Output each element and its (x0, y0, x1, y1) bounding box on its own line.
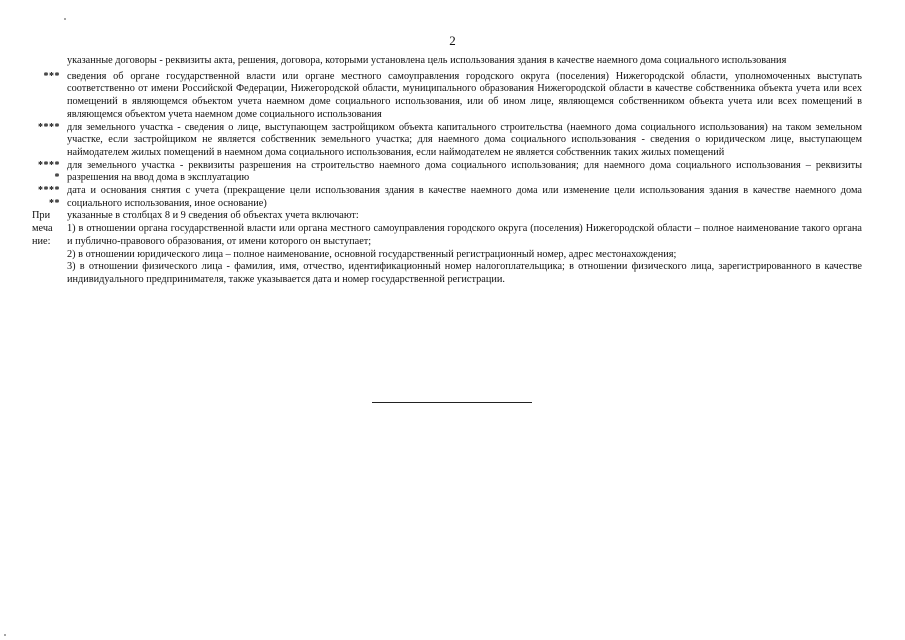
footnote-row (30, 160, 862, 185)
note-item: 3) в отношении физического лица - фамилия, имя, отчество, идентификационный номер налогоплательщика; в отношении физического лица, зарегистрированного в качестве индивидуального предпринимателя, также указывается дата и номер государственной регистрации. (67, 261, 862, 285)
footnote-row (30, 71, 862, 122)
note-label: При меча ние: (32, 210, 53, 247)
note-row (30, 210, 862, 286)
footnote-marker: **** ** (38, 185, 60, 209)
intro-text: указанные договоры - реквизиты акта, решения, договора, которыми установлена цель использования здания в качестве наемного дома социального использования (67, 55, 787, 66)
footnote-text: дата и основания снятия с учета (прекращение цели использования здания в качестве наемного дома или изменение цели использования здания в качестве наемного дома социального использования, иное основание) (67, 185, 862, 209)
page-number: 2 (449, 33, 456, 48)
intro-row (30, 55, 862, 68)
note-item: 2) в отношении юридического лица – полное наименование, основной государственный регистрационный номер, адрес местонахождения; (67, 248, 677, 260)
footnote-row (30, 122, 862, 160)
footnote-marker: **** * (38, 159, 60, 184)
footnote-row (30, 185, 862, 210)
separator-line (372, 402, 532, 403)
scan-speck (4, 634, 6, 636)
note-heading: указанные в столбцах 8 и 9 сведения об объектах учета включают: (67, 210, 359, 222)
footnote-text: сведения об органе государственной власти или органе местного самоуправления городского округа (поселения) Нижегородской области, уполномоченных выступать соответственно от имени Российской Федерации, Нижегородской области, муниципального образования Нижегородской области в качестве собственника объекта учета или всех помещений в являющемся объектом учета наемном доме социального использования, или об ином лице, являющемся собственником объекта учета или всех помещений в являющемся объектом учета наемном доме социального использования (67, 70, 862, 120)
footnote-marker: **** (38, 121, 60, 133)
footnote-text: для земельного участка - сведения о лице, выступающем застройщиком объекта капитального строительства (наемного дома социального использования) на таком земельном участке, если застройщиком не является собственник земельного участка; для наемного дома социального использования - сведения о юридическом лице, выступающем наймодателем жилых помещений в наемном дома социального использования, если наймодателем не является собственник таких жилых помещений (67, 121, 862, 158)
scan-speck (64, 18, 66, 20)
note-item: 1) в отношении органа государственной власти или органа местного самоуправления городского округа (поселения) Нижегородской области – полное наименование такого органа и публично-правового образования, от имени которого он выступает; (67, 223, 862, 247)
footnote-marker: *** (43, 70, 60, 82)
footnotes-section (30, 55, 862, 287)
footnote-text: для земельного участка - реквизиты разрешения на строительство наемного дома социального использования; для наемного дома социального использования – реквизиты разрешения на ввод дома в эксплуатацию (67, 159, 862, 184)
note-body (67, 210, 862, 286)
